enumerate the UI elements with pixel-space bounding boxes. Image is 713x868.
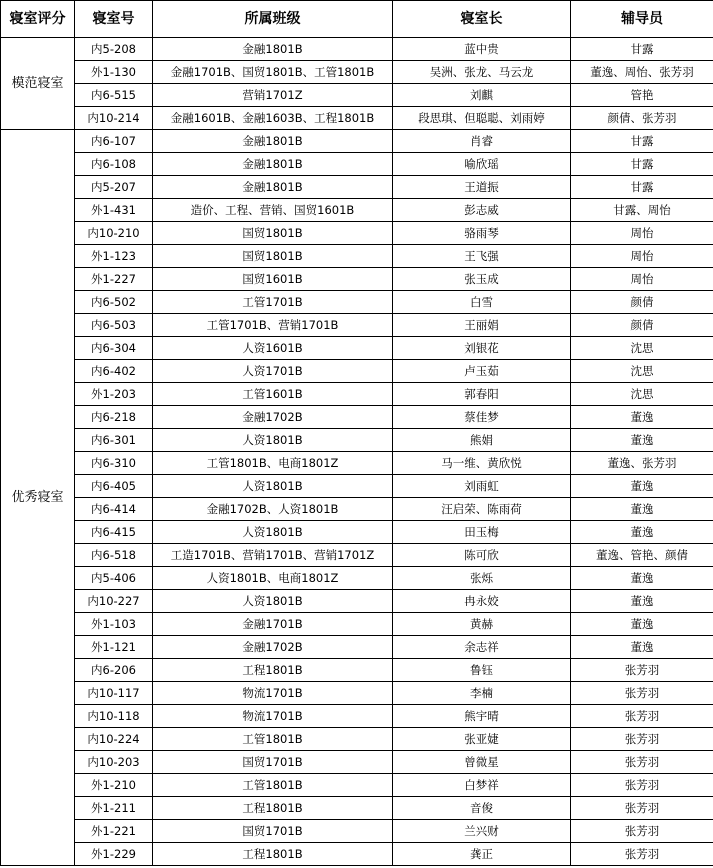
table-row — [1, 452, 713, 475]
class-cell: 工管1701B — [153, 291, 393, 314]
counselor-cell: 甘露 — [571, 38, 713, 61]
room-number-cell: 内10-118 — [75, 705, 153, 728]
class-cell: 人资1801B、电商1801Z — [153, 567, 393, 590]
counselor-cell: 张芳羽 — [571, 843, 713, 866]
counselor-cell: 颜倩、张芳羽 — [571, 107, 713, 130]
counselor-cell: 管艳 — [571, 84, 713, 107]
rating-cell: 模范寝室 — [1, 38, 75, 130]
class-cell: 工管1801B、电商1801Z — [153, 452, 393, 475]
class-cell: 金融1702B — [153, 636, 393, 659]
room-leader-cell: 骆雨琴 — [393, 222, 571, 245]
room-leader-cell: 熊娟 — [393, 429, 571, 452]
table-row — [1, 636, 713, 659]
room-leader-cell: 曾微星 — [393, 751, 571, 774]
room-leader-cell: 龚正 — [393, 843, 571, 866]
room-number-cell: 内5-208 — [75, 38, 153, 61]
class-cell: 金融1702B — [153, 406, 393, 429]
class-cell: 金融1601B、金融1603B、工程1801B — [153, 107, 393, 130]
class-cell: 营销1701Z — [153, 84, 393, 107]
counselor-cell: 董逸 — [571, 406, 713, 429]
class-cell: 国贸1701B — [153, 820, 393, 843]
counselor-cell: 周怡 — [571, 245, 713, 268]
table-row — [1, 383, 713, 406]
counselor-cell: 董逸 — [571, 567, 713, 590]
class-cell: 造价、工程、营销、国贸1601B — [153, 199, 393, 222]
room-number-cell: 外1-103 — [75, 613, 153, 636]
class-cell: 国贸1601B — [153, 268, 393, 291]
table-row — [1, 360, 713, 383]
header-class: 所属班级 — [153, 1, 393, 38]
room-leader-cell: 余志祥 — [393, 636, 571, 659]
table-row — [1, 682, 713, 705]
counselor-cell: 周怡 — [571, 268, 713, 291]
room-number-cell: 外1-229 — [75, 843, 153, 866]
room-number-cell: 内6-108 — [75, 153, 153, 176]
class-cell: 工造1701B、营销1701B、营销1701Z — [153, 544, 393, 567]
class-cell: 国贸1801B — [153, 222, 393, 245]
class-cell: 工管1801B — [153, 728, 393, 751]
counselor-cell: 甘露 — [571, 130, 713, 153]
room-number-cell: 内6-218 — [75, 406, 153, 429]
room-number-cell: 内5-406 — [75, 567, 153, 590]
room-leader-cell: 郭春阳 — [393, 383, 571, 406]
class-cell: 金融1701B、国贸1801B、工管1801B — [153, 61, 393, 84]
room-leader-cell: 王道振 — [393, 176, 571, 199]
counselor-cell: 张芳羽 — [571, 820, 713, 843]
class-cell: 人资1801B — [153, 429, 393, 452]
counselor-cell: 张芳羽 — [571, 705, 713, 728]
class-cell: 人资1801B — [153, 521, 393, 544]
room-leader-cell: 刘麒 — [393, 84, 571, 107]
table-row — [1, 797, 713, 820]
header-row — [1, 1, 713, 38]
class-cell: 工管1701B、营销1701B — [153, 314, 393, 337]
room-leader-cell: 张亚婕 — [393, 728, 571, 751]
room-number-cell: 内10-210 — [75, 222, 153, 245]
counselor-cell: 张芳羽 — [571, 728, 713, 751]
table-row — [1, 429, 713, 452]
class-cell: 工程1801B — [153, 797, 393, 820]
table-row — [1, 613, 713, 636]
room-number-cell: 内6-415 — [75, 521, 153, 544]
table-row — [1, 38, 713, 61]
room-number-cell: 内6-304 — [75, 337, 153, 360]
room-number-cell: 外1-130 — [75, 61, 153, 84]
counselor-cell: 沈思 — [571, 383, 713, 406]
room-number-cell: 内10-203 — [75, 751, 153, 774]
room-number-cell: 内6-503 — [75, 314, 153, 337]
room-leader-cell: 喻欣瑶 — [393, 153, 571, 176]
counselor-cell: 张芳羽 — [571, 751, 713, 774]
table-row — [1, 590, 713, 613]
class-cell: 金融1702B、人资1801B — [153, 498, 393, 521]
room-leader-cell: 音俊 — [393, 797, 571, 820]
class-cell: 工管1801B — [153, 774, 393, 797]
room-leader-cell: 陈可欣 — [393, 544, 571, 567]
counselor-cell: 董逸 — [571, 590, 713, 613]
room-number-cell: 内6-301 — [75, 429, 153, 452]
room-leader-cell: 田玉梅 — [393, 521, 571, 544]
counselor-cell: 董逸、管艳、颜倩 — [571, 544, 713, 567]
table-row — [1, 820, 713, 843]
table-row — [1, 475, 713, 498]
table-row — [1, 107, 713, 130]
table-row — [1, 843, 713, 866]
room-number-cell: 外1-210 — [75, 774, 153, 797]
room-leader-cell: 李楠 — [393, 682, 571, 705]
class-cell: 金融1801B — [153, 176, 393, 199]
table-row — [1, 61, 713, 84]
room-leader-cell: 吴洲、张龙、马云龙 — [393, 61, 571, 84]
room-leader-cell: 肖睿 — [393, 130, 571, 153]
room-leader-cell: 白梦祥 — [393, 774, 571, 797]
counselor-cell: 董逸 — [571, 498, 713, 521]
counselor-cell: 甘露、周怡 — [571, 199, 713, 222]
room-leader-cell: 卢玉茹 — [393, 360, 571, 383]
table-row — [1, 567, 713, 590]
table-row — [1, 291, 713, 314]
class-cell: 金融1801B — [153, 38, 393, 61]
class-cell: 人资1601B — [153, 337, 393, 360]
table-row — [1, 705, 713, 728]
rating-cell: 优秀寝室 — [1, 130, 75, 866]
room-leader-cell: 刘银花 — [393, 337, 571, 360]
room-leader-cell: 王丽娟 — [393, 314, 571, 337]
room-leader-cell: 鲁钰 — [393, 659, 571, 682]
room-leader-cell: 王飞强 — [393, 245, 571, 268]
room-leader-cell: 刘雨虹 — [393, 475, 571, 498]
counselor-cell: 董逸、张芳羽 — [571, 452, 713, 475]
room-number-cell: 外1-211 — [75, 797, 153, 820]
class-cell: 物流1701B — [153, 682, 393, 705]
counselor-cell: 颜倩 — [571, 314, 713, 337]
class-cell: 工管1601B — [153, 383, 393, 406]
room-leader-cell: 彭志威 — [393, 199, 571, 222]
room-leader-cell: 兰兴财 — [393, 820, 571, 843]
room-leader-cell: 马一维、黄欣悦 — [393, 452, 571, 475]
room-number-cell: 内6-206 — [75, 659, 153, 682]
room-number-cell: 内6-405 — [75, 475, 153, 498]
counselor-cell: 甘露 — [571, 176, 713, 199]
class-cell: 金融1801B — [153, 153, 393, 176]
room-leader-cell: 蔡佳梦 — [393, 406, 571, 429]
table-row — [1, 130, 713, 153]
room-number-cell: 内10-224 — [75, 728, 153, 751]
counselor-cell: 董逸 — [571, 475, 713, 498]
counselor-cell: 董逸、周怡、张芳羽 — [571, 61, 713, 84]
table-row — [1, 521, 713, 544]
room-number-cell: 内6-107 — [75, 130, 153, 153]
class-cell: 工程1801B — [153, 659, 393, 682]
room-leader-cell: 白雪 — [393, 291, 571, 314]
room-number-cell: 内5-207 — [75, 176, 153, 199]
room-leader-cell: 汪启荣、陈雨荷 — [393, 498, 571, 521]
counselor-cell: 周怡 — [571, 222, 713, 245]
table-row — [1, 498, 713, 521]
room-leader-cell: 段思琪、但聪聪、刘雨婷 — [393, 107, 571, 130]
room-number-cell: 内6-518 — [75, 544, 153, 567]
room-number-cell: 内6-515 — [75, 84, 153, 107]
counselor-cell: 甘露 — [571, 153, 713, 176]
counselor-cell: 张芳羽 — [571, 774, 713, 797]
class-cell: 工程1801B — [153, 843, 393, 866]
table-row — [1, 222, 713, 245]
room-number-cell: 外1-203 — [75, 383, 153, 406]
header-rating: 寝室评分 — [1, 1, 75, 38]
header-room-number: 寝室号 — [75, 1, 153, 38]
table-row — [1, 268, 713, 291]
room-number-cell: 内6-502 — [75, 291, 153, 314]
class-cell: 金融1801B — [153, 130, 393, 153]
header-room-leader: 寝室长 — [393, 1, 571, 38]
table-row — [1, 176, 713, 199]
table-row — [1, 314, 713, 337]
room-number-cell: 内6-414 — [75, 498, 153, 521]
room-number-cell: 内10-117 — [75, 682, 153, 705]
room-leader-cell: 黄赫 — [393, 613, 571, 636]
table-row — [1, 199, 713, 222]
room-leader-cell: 张玉成 — [393, 268, 571, 291]
counselor-cell: 张芳羽 — [571, 659, 713, 682]
class-cell: 金融1701B — [153, 613, 393, 636]
counselor-cell: 沈思 — [571, 360, 713, 383]
table-row — [1, 337, 713, 360]
table-row — [1, 544, 713, 567]
table-row — [1, 84, 713, 107]
room-number-cell: 外1-221 — [75, 820, 153, 843]
room-number-cell: 内10-214 — [75, 107, 153, 130]
room-number-cell: 内10-227 — [75, 590, 153, 613]
class-cell: 国贸1801B — [153, 245, 393, 268]
room-number-cell: 外1-431 — [75, 199, 153, 222]
table-row — [1, 245, 713, 268]
class-cell: 国贸1701B — [153, 751, 393, 774]
room-number-cell: 外1-227 — [75, 268, 153, 291]
room-leader-cell: 蓝中贵 — [393, 38, 571, 61]
room-number-cell: 内6-402 — [75, 360, 153, 383]
room-number-cell: 外1-123 — [75, 245, 153, 268]
table-row — [1, 751, 713, 774]
counselor-cell: 董逸 — [571, 429, 713, 452]
class-cell: 人资1701B — [153, 360, 393, 383]
table-body — [1, 38, 713, 866]
room-leader-cell: 冉永姣 — [393, 590, 571, 613]
counselor-cell: 颜倩 — [571, 291, 713, 314]
class-cell: 人资1801B — [153, 590, 393, 613]
counselor-cell: 董逸 — [571, 636, 713, 659]
header-counselor: 辅导员 — [571, 1, 713, 38]
counselor-cell: 张芳羽 — [571, 682, 713, 705]
counselor-cell: 董逸 — [571, 613, 713, 636]
table-row — [1, 728, 713, 751]
table-row — [1, 406, 713, 429]
counselor-cell: 张芳羽 — [571, 797, 713, 820]
class-cell: 人资1801B — [153, 475, 393, 498]
room-leader-cell: 熊宇晴 — [393, 705, 571, 728]
table-row — [1, 774, 713, 797]
room-number-cell: 内6-310 — [75, 452, 153, 475]
counselor-cell: 董逸 — [571, 521, 713, 544]
counselor-cell: 沈思 — [571, 337, 713, 360]
table-row — [1, 153, 713, 176]
class-cell: 物流1701B — [153, 705, 393, 728]
room-leader-cell: 张烁 — [393, 567, 571, 590]
room-number-cell: 外1-121 — [75, 636, 153, 659]
table-row — [1, 659, 713, 682]
